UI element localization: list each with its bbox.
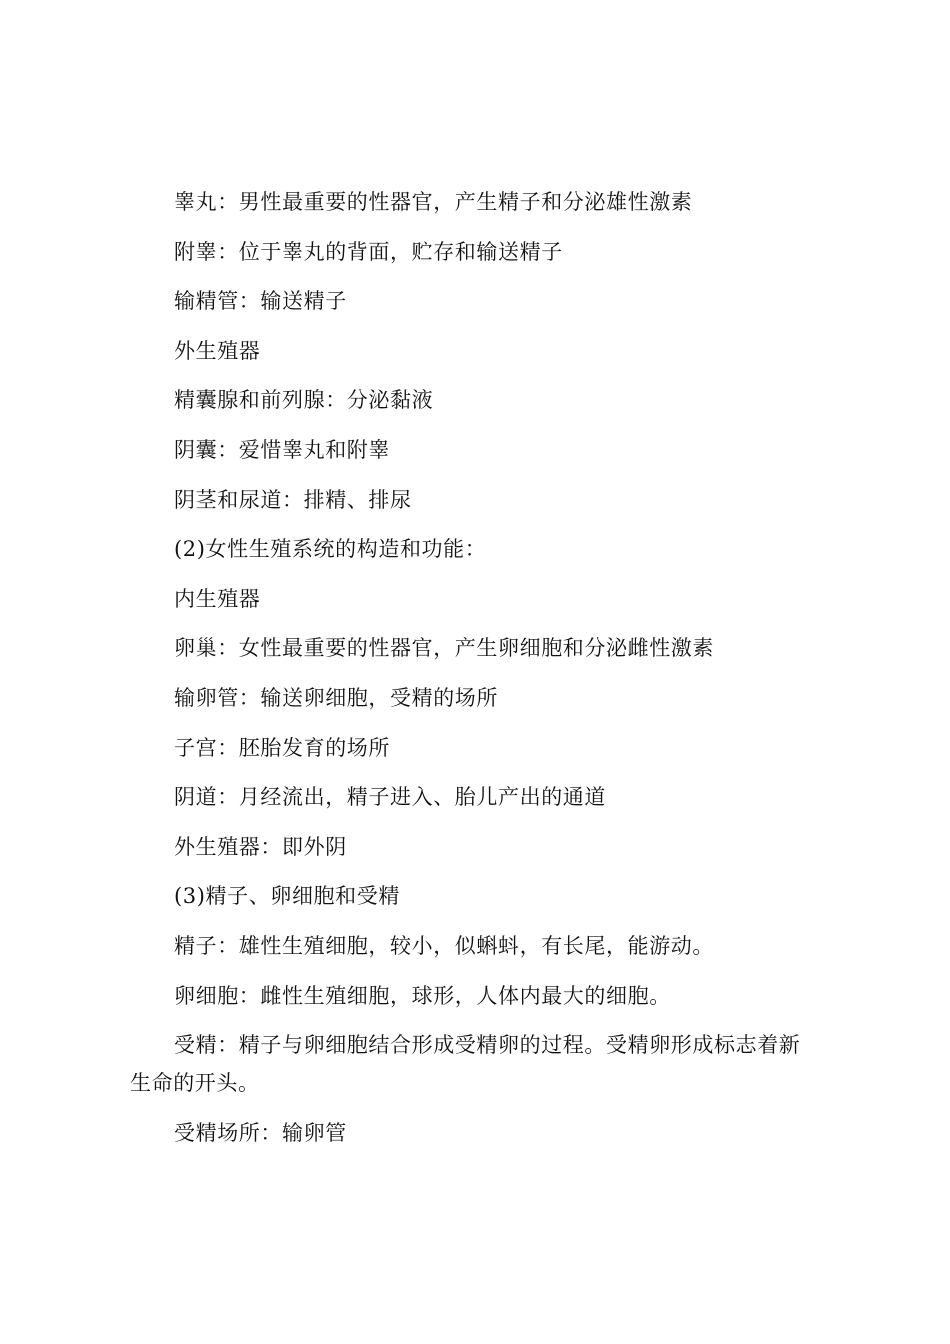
paragraph-scrotum: 阴囊：爱惜睾丸和附睾	[174, 437, 390, 462]
paragraph-epididymis: 附睾：位于睾丸的背面，贮存和输送精子	[174, 239, 563, 264]
paragraph-fertilization-line2: 生命的开头。	[130, 1071, 260, 1096]
section-heading-female-system: (2)女性生殖系统的构造和功能：	[174, 537, 487, 562]
paragraph-testis: 睾丸：男性最重要的性器官，产生精子和分泌雄性激素	[174, 190, 693, 214]
paragraph-ovary: 卵巢：女性最重要的性器官，产生卵细胞和分泌雌性激素	[174, 636, 714, 661]
paragraph-vagina: 阴道：月经流出，精子进入、胎儿产出的通道	[174, 785, 606, 810]
paragraph-internal-genitalia-heading: 内生殖器	[174, 586, 261, 611]
paragraph-fertilization	[130, 1031, 836, 1097]
document-body	[130, 188, 836, 1168]
paragraph-uterus: 子宫：胚胎发育的场所	[174, 735, 390, 760]
section-heading-fertilization: (3)精子、卵细胞和受精	[174, 884, 400, 909]
paragraph-egg-cell: 卵细胞：雌性生殖细胞，球形，人体内最大的细胞。	[174, 983, 671, 1008]
paragraph-oviduct: 输卵管：输送卵细胞，受精的场所	[174, 685, 498, 710]
paragraph-penis-urethra: 阴茎和尿道：排精、排尿	[174, 487, 412, 512]
paragraph-external-genitalia-heading: 外生殖器	[174, 338, 261, 363]
paragraph-sperm: 精子：雄性生殖细胞，较小，似蝌蚪，有长尾，能游动。	[174, 933, 714, 958]
paragraph-fertilization-site: 受精场所：输卵管	[174, 1120, 347, 1145]
paragraph-seminal-vesicle: 精囊腺和前列腺：分泌黏液	[174, 388, 434, 413]
paragraph-vas-deferens: 输精管：输送精子	[174, 289, 347, 314]
paragraph-fertilization-line1: 受精：精子与卵细胞结合形成受精卵的过程。受精卵形成标志着新	[174, 1033, 801, 1058]
paragraph-vulva: 外生殖器：即外阴	[174, 834, 347, 859]
